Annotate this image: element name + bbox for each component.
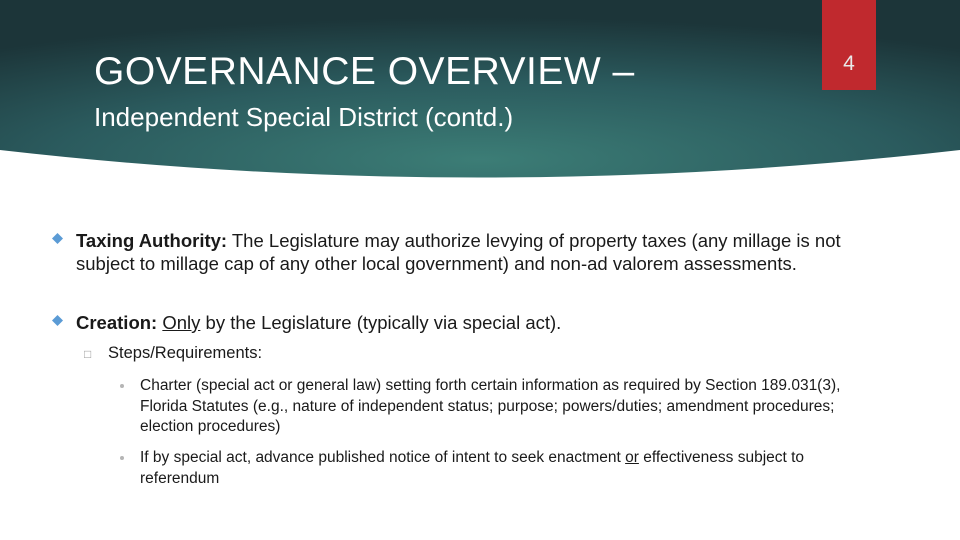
bullet-label: Creation: [76,312,158,333]
bullet-label: Taxing Authority: [76,230,228,251]
slide-title: GOVERNANCE OVERVIEW – [94,50,635,93]
underlined-word: Only [162,312,201,333]
text-before: If by special act, advance published notice of intent to seek enactment [140,449,626,466]
slide-subtitle: Independent Special District (contd.) [94,102,514,132]
diamond-bullet-icon [52,233,63,244]
dot-bullet-icon [120,384,124,388]
bullet-text [76,229,866,275]
bullet-body: The Legislature may authorize levying of property taxes (any millage is not subject to millage cap of any other local government) and non-ad valorem assessments. [76,230,841,274]
underlined-word: or [625,449,639,466]
text-after: effectiveness subject to referendum [140,449,805,487]
sub-sub-bullet-text [140,448,860,489]
bullet-text [76,311,866,334]
sub-bullet-text: Steps/Requirements: [108,344,263,362]
sub-sub-bullet-text: Charter (special act or general law) setting forth certain information as required by Section 189.031(3), Florida Statutes (e.g., nature of independent status; purpose; powers/duties; amendment procedures; election procedures) [140,377,841,435]
slide-number: 4 [843,52,855,75]
bullet-body: by the Legislature (typically via special act). [200,312,562,333]
dot-bullet-icon [120,456,124,460]
diamond-bullet-icon [52,315,63,326]
checkbox-bullet-icon: □ [84,347,92,361]
